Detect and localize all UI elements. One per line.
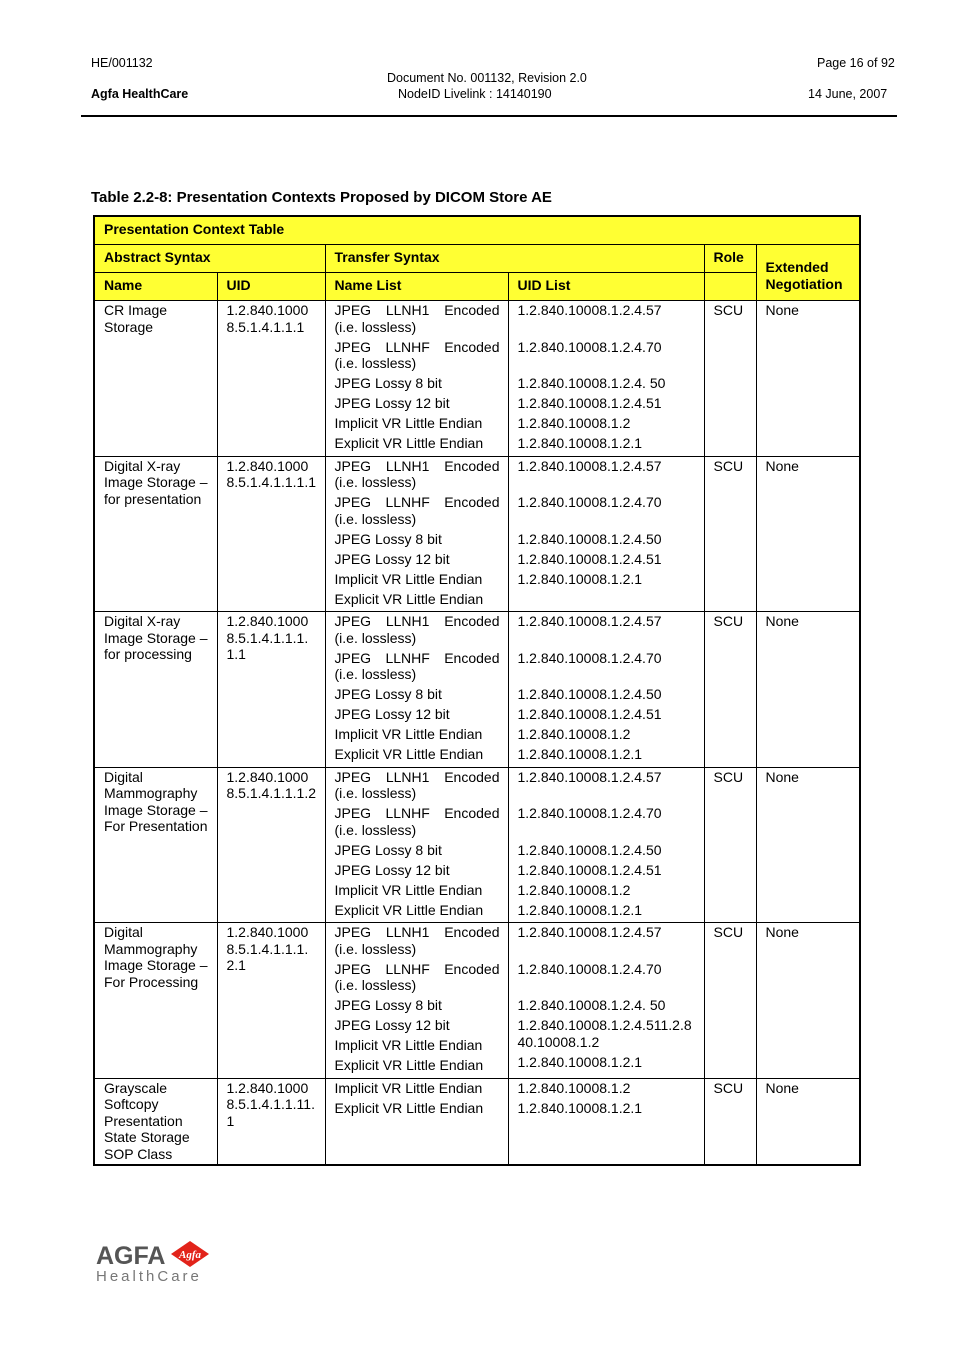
transfer-syntax-uid: 1.2.840.10008.1.2.4.511.2.840.10008.1.2 — [517, 1017, 692, 1050]
transfer-syntax-uid: 1.2.840.10008.1.2.4.50 — [517, 686, 662, 702]
transfer-name-list — [325, 767, 508, 923]
table-row — [94, 767, 860, 923]
transfer-name-list — [325, 1078, 508, 1165]
transfer-uid-list — [508, 456, 704, 612]
table-row — [94, 923, 860, 1079]
doc-number: Document No. 001132, Revision 2.0 — [387, 71, 587, 85]
transfer-syntax-uid: 1.2.840.10008.1.2.4.57 — [517, 613, 662, 629]
transfer-name-list — [325, 301, 508, 457]
transfer-syntax-uid: 1.2.840.10008.1.2 — [517, 726, 631, 742]
transfer-syntax-name: JPEG Lossy 12 bit — [334, 395, 450, 411]
transfer-syntax-uid — [518, 591, 696, 593]
transfer-syntax-name: JPEG LLNH1 Encoded (i.e. lossless) — [334, 302, 500, 335]
transfer-name-list — [325, 923, 508, 1079]
transfer-syntax-name: JPEG LLNH1 Encoded (i.e. lossless) — [334, 613, 500, 646]
doc-code: HE/001132 — [91, 56, 153, 70]
table-row — [94, 456, 860, 612]
abstract-syntax-name: Digital X-ray Image Storage – for presentation — [94, 456, 217, 612]
transfer-syntax-name: JPEG Lossy 8 bit — [334, 841, 442, 858]
transfer-syntax-name: JPEG Lossy 12 bit — [334, 1017, 450, 1033]
abstract-syntax-uid: 1.2.840.10008.5.1.4.1.1.1.1.1 — [217, 612, 325, 768]
header-extended-negotiation: Extended Negotiation — [756, 245, 860, 301]
transfer-syntax-name: JPEG Lossy 12 bit — [334, 706, 450, 722]
transfer-syntax-name: Implicit VR Little Endian — [334, 881, 483, 898]
transfer-syntax-uid: 1.2.840.10008.1.2 — [517, 415, 631, 431]
transfer-syntax-uid: 1.2.840.10008.1.2.4.70 — [517, 649, 662, 666]
transfer-syntax-uid: 1.2.840.10008.1.2.4.57 — [517, 457, 662, 474]
transfer-syntax-uid: 1.2.840.10008.1.2.4.51 — [517, 395, 662, 411]
svg-text:Agfa: Agfa — [179, 1249, 201, 1261]
transfer-syntax-uid: 1.2.840.10008.1.2.4.50 — [517, 841, 662, 858]
extended-negotiation-cell: None — [756, 767, 860, 923]
transfer-syntax-uid: 1.2.840.10008.1.2.4.70 — [517, 338, 662, 355]
abstract-syntax-uid: 1.2.840.10008.5.1.4.1.1.1.2 — [217, 767, 325, 923]
transfer-syntax-name: Explicit VR Little Endian — [334, 746, 484, 762]
transfer-syntax-uid: 1.2.840.10008.1.2.4. 50 — [517, 997, 666, 1013]
transfer-syntax-uid: 1.2.840.10008.1.2.4.51 — [517, 550, 662, 567]
transfer-syntax-uid: 1.2.840.10008.1.2.4.50 — [517, 530, 662, 547]
transfer-syntax-uid — [518, 1074, 696, 1076]
transfer-syntax-name: Implicit VR Little Endian — [334, 570, 483, 587]
extended-negotiation-cell: None — [756, 923, 860, 1079]
transfer-syntax-uid: 1.2.840.10008.1.2.1 — [517, 901, 643, 918]
abstract-syntax-name: Digital Mammography Image Storage – For Processing — [94, 923, 217, 1079]
table-caption: Table 2.2-8: Presentation Contexts Proposed by DICOM Store AE — [91, 189, 552, 206]
extended-negotiation-cell: None — [756, 1078, 860, 1165]
transfer-syntax-name: JPEG LLNHF Encoded (i.e. lossless) — [334, 960, 500, 993]
transfer-syntax-name: Explicit VR Little Endian — [334, 590, 484, 607]
header-uid: UID — [217, 273, 325, 301]
transfer-syntax-name: Implicit VR Little Endian — [334, 415, 483, 431]
abstract-syntax-uid: 1.2.840.10008.5.1.4.1.1.1 — [217, 301, 325, 457]
agfa-healthcare-logo — [96, 1240, 216, 1290]
transfer-name-list — [325, 612, 508, 768]
logo-subtitle: HealthCare — [96, 1268, 202, 1285]
header-name: Name — [94, 273, 217, 301]
role-cell: SCU — [704, 456, 756, 612]
header-uid-list: UID List — [508, 273, 704, 301]
transfer-uid-list — [508, 1078, 704, 1165]
logo-word: AGFA — [96, 1242, 166, 1270]
transfer-syntax-uid: 1.2.840.10008.1.2.1 — [517, 435, 643, 451]
transfer-syntax-uid: 1.2.840.10008.1.2.1 — [517, 746, 643, 762]
transfer-syntax-name: Explicit VR Little Endian — [334, 435, 484, 451]
agfa-rhombus-icon — [170, 1240, 210, 1268]
transfer-syntax-name: Implicit VR Little Endian — [334, 726, 483, 742]
transfer-syntax-name: JPEG Lossy 12 bit — [334, 550, 450, 567]
abstract-syntax-name: Digital Mammography Image Storage – For Presentation — [94, 767, 217, 923]
role-cell: SCU — [704, 301, 756, 457]
transfer-syntax-name: JPEG LLNHF Encoded (i.e. lossless) — [334, 338, 500, 371]
transfer-syntax-uid: 1.2.840.10008.1.2.4.57 — [517, 302, 662, 318]
transfer-syntax-name: Explicit VR Little Endian — [334, 901, 484, 918]
role-cell: SCU — [704, 612, 756, 768]
abstract-syntax-uid: 1.2.840.10008.5.1.4.1.1.1.1 — [217, 456, 325, 612]
transfer-syntax-name: JPEG LLNH1 Encoded (i.e. lossless) — [334, 457, 500, 490]
company-name: Agfa HealthCare — [91, 87, 189, 101]
extended-negotiation-cell: None — [756, 301, 860, 457]
transfer-syntax-uid: 1.2.840.10008.1.2 — [517, 881, 631, 898]
transfer-syntax-name: JPEG LLNHF Encoded (i.e. lossless) — [334, 649, 500, 682]
transfer-syntax-uid: 1.2.840.10008.1.2.4. 50 — [517, 375, 666, 391]
abstract-syntax-name: Grayscale Softcopy Presentation State Storage SOP Class — [94, 1078, 217, 1165]
header-name-list: Name List — [325, 273, 508, 301]
header-role: Role — [704, 245, 756, 273]
transfer-syntax-uid: 1.2.840.10008.1.2.4.70 — [517, 805, 662, 821]
transfer-syntax-name: JPEG LLNH1 Encoded (i.e. lossless) — [334, 768, 500, 801]
extended-negotiation-cell: None — [756, 456, 860, 612]
transfer-syntax-name: Explicit VR Little Endian — [334, 1099, 484, 1116]
transfer-syntax-name: Implicit VR Little Endian — [334, 1037, 483, 1053]
header-role-blank — [704, 273, 756, 301]
role-cell: SCU — [704, 767, 756, 923]
transfer-syntax-name: JPEG Lossy 8 bit — [334, 997, 442, 1013]
page-number: Page 16 of 92 — [817, 56, 895, 70]
transfer-syntax-uid: 1.2.840.10008.1.2.1 — [517, 1053, 643, 1070]
node-id: NodeID Livelink : 14140190 — [398, 87, 552, 101]
table-row — [94, 1078, 860, 1165]
transfer-syntax-name: JPEG LLNHF Encoded (i.e. lossless) — [334, 805, 500, 838]
transfer-uid-list — [508, 301, 704, 457]
abstract-syntax-uid: 1.2.840.10008.5.1.4.1.1.1.2.1 — [217, 923, 325, 1079]
transfer-syntax-uid: 1.2.840.10008.1.2.4.51 — [517, 861, 662, 878]
transfer-syntax-uid: 1.2.840.10008.1.2 — [517, 1079, 631, 1096]
abstract-syntax-name: CR Image Storage — [94, 301, 217, 457]
transfer-syntax-uid: 1.2.840.10008.1.2.1 — [517, 570, 643, 587]
transfer-name-list — [325, 456, 508, 612]
doc-date: 14 June, 2007 — [808, 87, 888, 101]
transfer-uid-list — [508, 612, 704, 768]
transfer-syntax-uid: 1.2.840.10008.1.2.4.51 — [517, 706, 662, 722]
extended-negotiation-cell: None — [756, 612, 860, 768]
transfer-syntax-uid: 1.2.840.10008.1.2.4.57 — [517, 924, 662, 940]
abstract-syntax-uid: 1.2.840.10008.5.1.4.1.1.11.1 — [217, 1078, 325, 1165]
transfer-syntax-uid: 1.2.840.10008.1.2.4.70 — [517, 494, 662, 510]
header-transfer-syntax: Transfer Syntax — [325, 245, 704, 273]
transfer-syntax-uid: 1.2.840.10008.1.2.4.70 — [517, 960, 662, 977]
table-title: Presentation Context Table — [94, 216, 860, 245]
role-cell: SCU — [704, 1078, 756, 1165]
transfer-syntax-name: JPEG LLNHF Encoded (i.e. lossless) — [334, 494, 500, 527]
abstract-syntax-name: Digital X-ray Image Storage – for processing — [94, 612, 217, 768]
table-row — [94, 301, 860, 457]
transfer-syntax-name: JPEG Lossy 12 bit — [334, 861, 450, 878]
transfer-syntax-name: Explicit VR Little Endian — [334, 1057, 484, 1073]
transfer-uid-list — [508, 923, 704, 1079]
transfer-syntax-name: JPEG Lossy 8 bit — [334, 375, 442, 391]
presentation-context-table — [93, 215, 861, 1166]
transfer-syntax-name: Implicit VR Little Endian — [334, 1079, 483, 1096]
transfer-syntax-name: JPEG Lossy 8 bit — [334, 686, 442, 702]
transfer-syntax-name: JPEG Lossy 8 bit — [334, 530, 442, 547]
header-rule — [81, 115, 897, 117]
table-row — [94, 612, 860, 768]
transfer-uid-list — [508, 767, 704, 923]
transfer-syntax-uid: 1.2.840.10008.1.2.1 — [517, 1099, 643, 1116]
transfer-syntax-name: JPEG LLNH1 Encoded (i.e. lossless) — [334, 924, 500, 957]
role-cell: SCU — [704, 923, 756, 1079]
transfer-syntax-uid: 1.2.840.10008.1.2.4.57 — [517, 768, 662, 785]
header-abstract-syntax: Abstract Syntax — [94, 245, 325, 273]
